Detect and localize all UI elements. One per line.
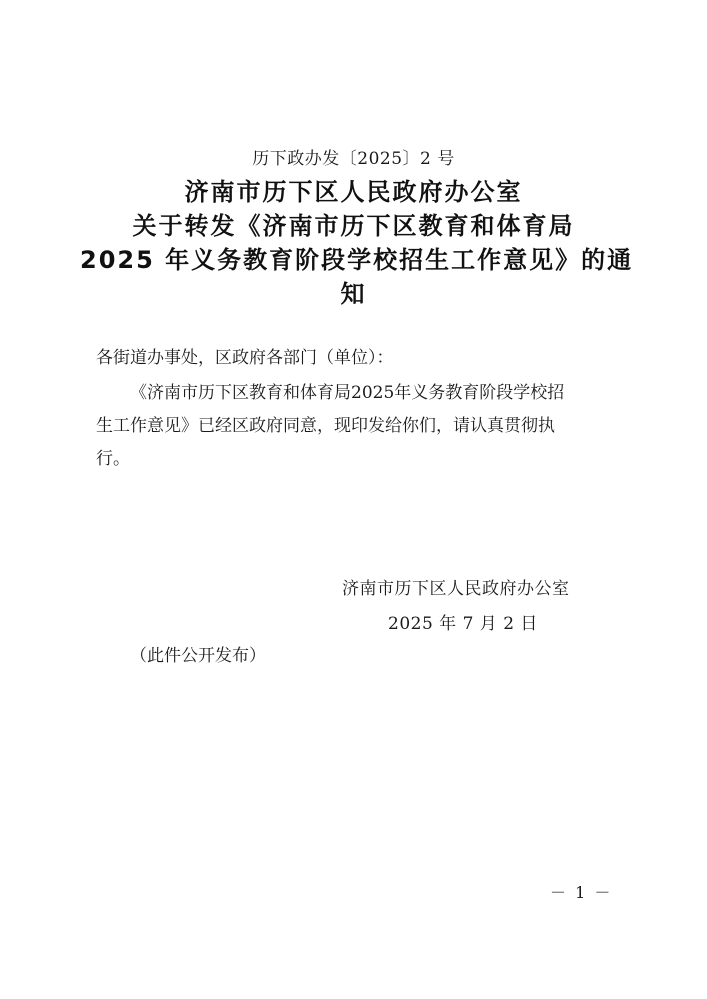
body-line-1: 《济南市历下区教育和体育局2025年义务教育阶段学校招 bbox=[130, 383, 565, 403]
document-title-line-2: 关于转发《济南市历下区教育和体育局 bbox=[132, 212, 575, 240]
body-line-3: 行。 bbox=[96, 449, 130, 469]
salutation: 各街道办事处，区政府各部门（单位）： bbox=[96, 348, 394, 368]
document-number: 历下政办发〔2025〕2 号 bbox=[252, 149, 455, 169]
document-title-line-3: 2025 年义务教育阶段学校招生工作意见》的通 bbox=[80, 246, 634, 274]
issuing-office: 济南市历下区人民政府办公室 bbox=[342, 579, 570, 599]
document-title-line-4: 知 bbox=[340, 280, 367, 308]
page-number: － 1 － bbox=[550, 883, 613, 902]
issue-date: 2025 年 7 月 2 日 bbox=[388, 614, 538, 634]
disclosure-note: （此件公开发布） bbox=[130, 646, 266, 666]
body-line-2: 生工作意见》已经区政府同意，现印发给你们，请认真贯彻执 bbox=[96, 416, 555, 436]
document-title-line-1: 济南市历下区人民政府办公室 bbox=[184, 178, 523, 206]
